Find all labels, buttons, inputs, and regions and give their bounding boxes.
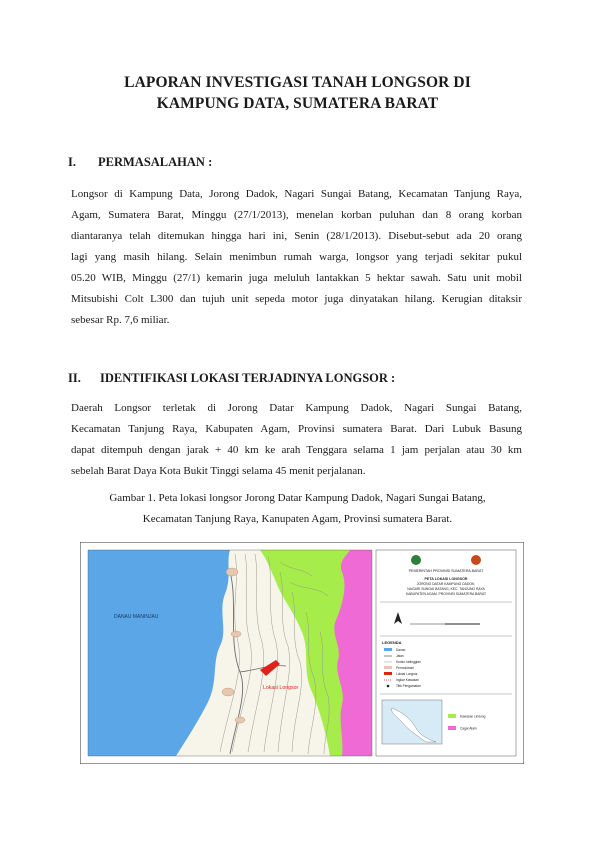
paragraph-line: 05.20 WIB, Minggu (27/1) kemarin juga meluluh lantakkan 5 hektar sawah. Satu unit mobil	[71, 272, 522, 284]
section-1-number: I.	[68, 155, 76, 169]
legend-swatch-reserve	[448, 726, 456, 730]
inset-map	[382, 700, 442, 744]
legend-title-1: PEMERINTAH PROVINSI SUMATERA BARAT	[408, 569, 484, 573]
inset-label-reserve: Cagar Alam	[460, 726, 477, 731]
landslide-location-map	[80, 542, 524, 764]
map-body	[88, 550, 372, 756]
legend-title-3: JORONG DATAR KAMPUNG DADOK,	[416, 582, 476, 586]
lake-label: DANAU MANINJAU	[114, 614, 159, 620]
legend-swatch-forest	[448, 714, 456, 718]
legend-title-2: PETA LOKASI LONGSOR	[424, 577, 468, 581]
paragraph-line: diantaranya telah ditemukan hingga hari ini, Senin (28/1/2013). Disebut-sebut ada 20 orang	[71, 230, 522, 242]
title-line-1: LAPORAN INVESTIGASI TANAH LONGSOR DI	[124, 74, 471, 91]
paragraph-line: sebelah Barat Daya Kota Bukit Tinggi selama 45 menit perjalanan.	[71, 465, 366, 477]
legend-panel	[376, 550, 516, 756]
paragraph-line: sebesar Rp. 7,6 miliar.	[71, 314, 170, 326]
section-2-number: II.	[68, 371, 81, 385]
paragraph-line: Mitsubishi Colt L300 dan tujuh unit sepeda motor juga dinyatakan hilang. Kerugian ditaksir	[71, 293, 522, 305]
paragraph-line: Longsor di Kampung Data, Jorong Dadok, Nagari Sungai Batang, Kecamatan Tanjung Raya,	[71, 188, 522, 200]
section-1-title: PERMASALAHAN :	[98, 155, 213, 169]
title-line-2: KAMPUNG DATA, SUMATERA BARAT	[156, 95, 439, 112]
paragraph-line: dapat ditempuh dengan jarak + 40 km ke arah Tenggara selama 1 jam perjalan atau 30 km	[71, 444, 522, 456]
legend-swatch-lake	[384, 648, 392, 651]
legend-title-4: NAGARI SUNGAI BATANG, KEC. TANJUNG RAYA	[407, 587, 485, 591]
legend-swatch-point	[387, 685, 390, 688]
legend-item: Kontur ketinggian	[396, 660, 421, 664]
paragraph-line: Daerah Longsor terletak di Jorong Datar Kampung Dadok, Nagari Sungai Batang,	[71, 402, 522, 414]
document-title	[60, 72, 535, 114]
legend-item: Lokasi Longsor	[396, 672, 418, 676]
landslide-label: Lokasi Longsor	[263, 685, 299, 691]
inset-label-forest: Kawasan Lindung	[460, 714, 486, 719]
legend-heading: LEGENDA	[382, 640, 402, 645]
legend-item: Titik Pengamatan	[396, 684, 421, 688]
caption-line-2: Kecamatan Tanjung Raya, Kanupaten Agam, Provinsi sumatera Barat.	[142, 513, 453, 525]
paragraph-line: lagi yang masih hilang. Selain menimbun rumah warga, longsor yang terjadi sekitar pukul	[71, 251, 522, 263]
legend-item: Jalan	[396, 654, 404, 658]
agency-logo-icon	[471, 555, 481, 565]
legend-title-5: KABUPATEN AGAM, PROVINSI SUMATERA BARAT	[405, 592, 487, 596]
legend-item: Permukiman	[396, 666, 414, 670]
legend-swatch-settlement	[384, 666, 392, 669]
legend-item: Danau	[396, 648, 406, 652]
legend-swatch-landslide	[384, 672, 392, 675]
section-2-heading	[68, 371, 395, 386]
section-1-heading	[68, 155, 212, 170]
paragraph-line: Kecamatan Tanjung Raya, Kabupaten Agam, Provinsi sumatera Barat. Dari Lubuk Basung	[71, 423, 522, 435]
section-2-paragraph	[71, 398, 522, 482]
caption-line-1: Gambar 1. Peta lokasi longsor Jorong Datar Kampung Dadok, Nagari Sungai Batang,	[109, 492, 486, 504]
legend-item: Ingkar Kawasan	[396, 678, 419, 682]
paragraph-line: Agam, Sumatera Barat, Minggu (27/1/2013), menelan korban puluhan dan 8 orang korban	[71, 209, 522, 221]
section-1-paragraph	[71, 184, 522, 331]
section-2-title: IDENTIFIKASI LOKASI TERJADINYA LONGSOR :	[100, 371, 396, 385]
province-emblem-icon	[411, 555, 421, 565]
figure-caption	[60, 488, 535, 530]
